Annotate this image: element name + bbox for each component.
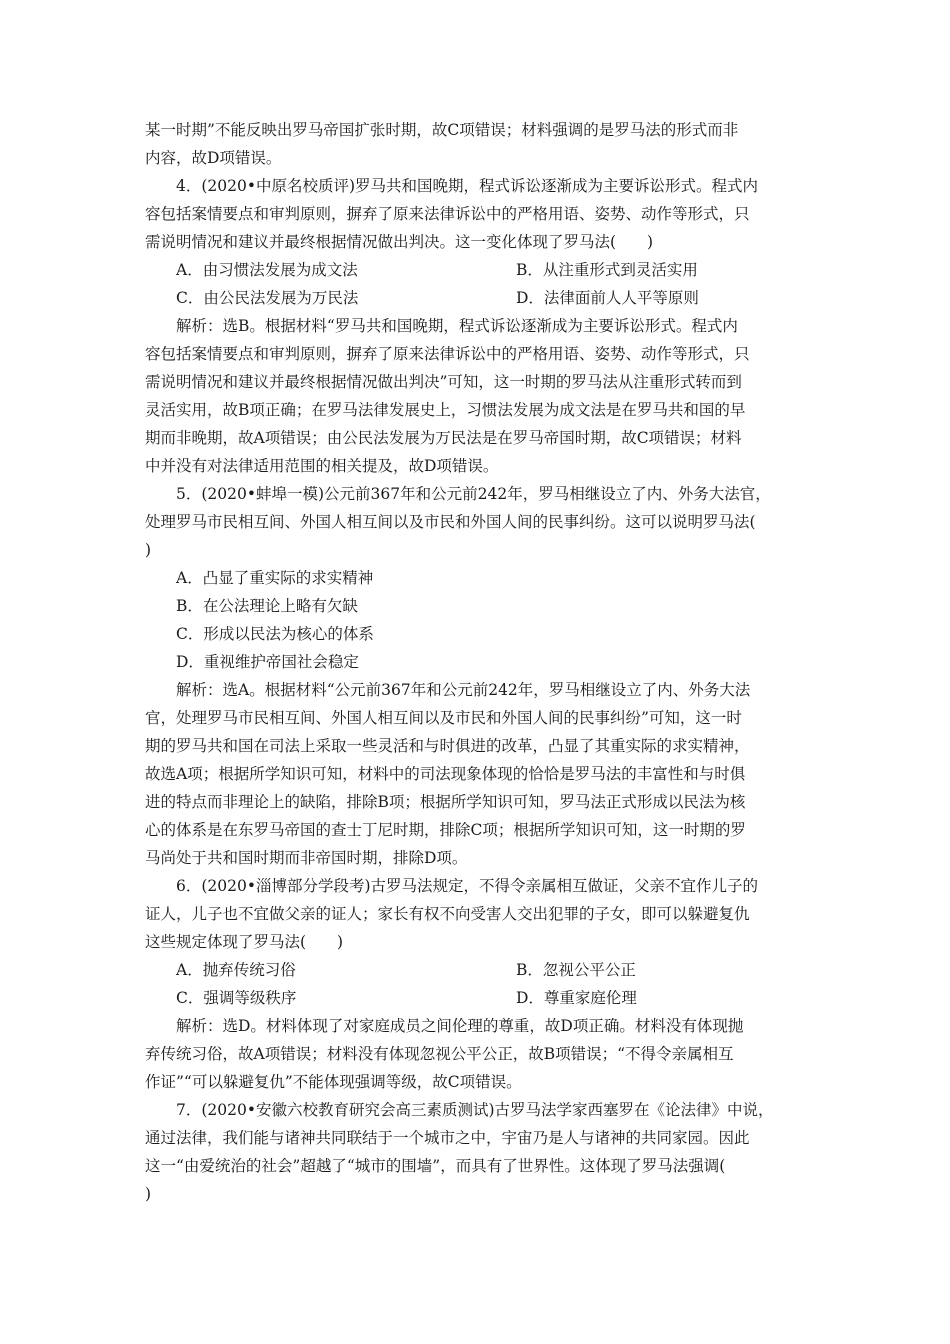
text-line: 这些规定体现了罗马法( ) <box>145 933 344 951</box>
text-line: 弃传统习俗，故A项错误；材料没有体现忽视公平公正，故B项错误；“不得令亲属相互 <box>145 1045 734 1063</box>
analysis-5: 解析：选A。根据材料“公元前367年和公元前242年，罗马相继设立了内、外务大法 <box>176 681 751 699</box>
option-d: D．法律面前人人平等原则 <box>516 289 699 307</box>
text-line: 期而非晚期，故A项错误；由公民法发展为万民法是在罗马帝国时期，故C项错误；材料 <box>145 429 742 447</box>
text-line: 容包括案情要点和审判原则，摒弃了原来法律诉讼中的严格用语、姿势、动作等形式，只 <box>145 205 750 223</box>
text-line: 期的罗马共和国在司法上采取一些灵活和与时俱进的改革，凸显了其重实际的求实精神， <box>145 737 750 755</box>
option-d: D．尊重家庭伦理 <box>516 989 637 1007</box>
text-line: 内容，故D项错误。 <box>145 149 282 167</box>
text-line: 故选A项；根据所学知识可知，材料中的司法现象体现的恰恰是罗马法的丰富性和与时俱 <box>145 765 746 783</box>
text-line: 处理罗马市民相互间、外国人相互间以及市民和外国人间的民事纠纷。这可以说明罗马法( <box>145 513 756 531</box>
option-a: A．由习惯法发展为成文法 <box>176 261 358 279</box>
text-line: 这一“由爱统治的社会”超越了“城市的围墙”，而具有了世界性。这体现了罗马法强调( <box>145 1157 726 1175</box>
text-line: 作证”“可以躲避复仇”不能体现强调等级，故C项错误。 <box>145 1073 522 1091</box>
text-line: 容包括案情要点和审判原则，摒弃了原来法律诉讼中的严格用语、姿势、动作等形式，只 <box>145 345 750 363</box>
text-line: 通过法律，我们能与诸神共同联结于一个城市之中，宇宙乃是人与诸神的共同家园。因此 <box>145 1129 750 1147</box>
text-line: 心的体系是在东罗马帝国的查士丁尼时期，排除C项；根据所学知识可知，这一时期的罗 <box>145 821 746 839</box>
text-line: 官，处理罗马市民相互间、外国人相互间以及市民和外国人间的民事纠纷”可知，这一时 <box>145 709 742 727</box>
text-line: 马尚处于共和国时期而非帝国时期，排除D项。 <box>145 849 468 867</box>
text-line: 某一时期”不能反映出罗马帝国扩张时期，故C项错误；材料强调的是罗马法的形式而非 <box>145 121 739 139</box>
option-b: B．从注重形式到灵活实用 <box>516 261 698 279</box>
text-line: 需说明情况和建议并最终根据情况做出判决。这一变化体现了罗马法( ) <box>145 233 654 251</box>
text-line: ) <box>145 1185 152 1203</box>
question-4-stem: 4．(2020•中原名校质评)罗马共和国晚期，程式诉讼逐渐成为主要诉讼形式。程式内 <box>176 177 759 195</box>
option-b: B．在公法理论上略有欠缺 <box>176 597 358 615</box>
text-line: ) <box>145 541 152 559</box>
text-line: 中并没有对法律适用范围的相关提及，故D项错误。 <box>145 457 499 475</box>
option-a: A．抛弃传统习俗 <box>176 961 296 979</box>
text-line: 证人，儿子也不宜做父亲的证人；家长有权不向受害人交出犯罪的子女，即可以躲避复仇 <box>145 905 750 923</box>
option-c: C．强调等级秩序 <box>176 989 297 1007</box>
option-c: C．形成以民法为核心的体系 <box>176 625 374 643</box>
option-a: A．凸显了重实际的求实精神 <box>176 569 374 587</box>
text-line: 进的特点而非理论上的缺陷，排除B项；根据所学知识可知，罗马法正式形成以民法为核 <box>145 793 746 811</box>
text-line: 需说明情况和建议并最终根据情况做出判决”可知，这一时期的罗马法从注重形式转而到 <box>145 373 742 391</box>
question-7-stem: 7．(2020•安徽六校教育研究会高三素质测试)古罗马法学家西塞罗在《论法律》中说， <box>176 1101 774 1119</box>
text-line: 灵活实用，故B项正确；在罗马法律发展史上，习惯法发展为成文法是在罗马共和国的早 <box>145 401 746 419</box>
question-6-stem: 6．(2020•淄博部分学段考)古罗马法规定，不得令亲属相互做证，父亲不宜作儿子的 <box>176 877 759 895</box>
option-b: B．忽视公平公正 <box>516 961 636 979</box>
analysis-6: 解析：选D。材料体现了对家庭成员之间伦理的尊重，故D项正确。材料没有体现抛 <box>176 1017 744 1035</box>
question-5-stem: 5．(2020•蚌埠一模)公元前367年和公元前242年，罗马相继设立了内、外务大法官， <box>176 485 771 503</box>
option-c: C．由公民法发展为万民法 <box>176 289 359 307</box>
option-d: D．重视维护帝国社会稳定 <box>176 653 359 671</box>
analysis-4: 解析：选B。根据材料“罗马共和国晚期，程式诉讼逐渐成为主要诉讼形式。程式内 <box>176 317 738 335</box>
